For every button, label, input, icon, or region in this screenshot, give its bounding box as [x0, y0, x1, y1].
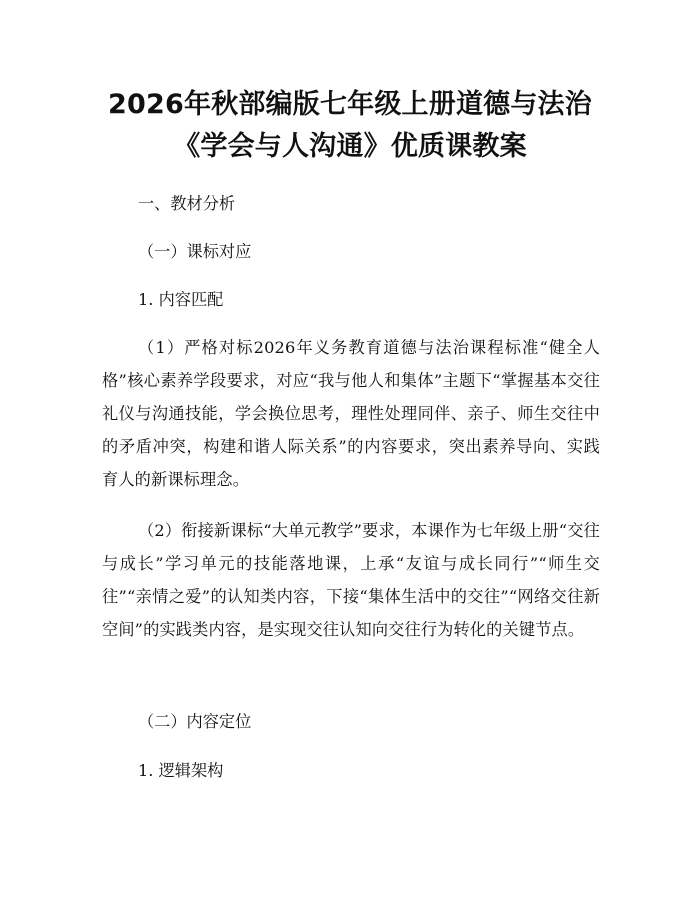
- document-title: 2026年秋部编版七年级上册道德与法治《学会与人沟通》优质课教案: [108, 89, 592, 162]
- paragraph: （1）严格对标2026年义务教育道德与法治课程标准“健全人格”核心素养学段要求，对应“我与他人和集体”主题下“掌握基本交往礼仪与沟通技能，学会换位思考，理性处理同伴、亲子、师生交往中的矛盾冲突，构建和谐人际关系”的内容要求，突出素养导向、实践育人的新课标理念。: [102, 338, 600, 489]
- item-heading: 1. 逻辑架构: [138, 761, 224, 780]
- paragraph: （2）衔接新课标“大单元教学”要求，本课作为七年级上册“交往与成长”学习单元的技能落地课，上承“友谊与成长同行”“师生交往”“亲情之爱”的认知类内容，下接“集体生活中的交往”“网络交往新空间”的实践类内容，是实现交往认知向交往行为转化的关键节点。: [102, 521, 600, 639]
- subsection-heading: （一）课标对应: [138, 242, 252, 261]
- section-heading: 一、教材分析: [138, 194, 236, 213]
- item-heading: 1. 内容匹配: [138, 290, 224, 309]
- subsection-heading: （二）内容定位: [138, 712, 252, 731]
